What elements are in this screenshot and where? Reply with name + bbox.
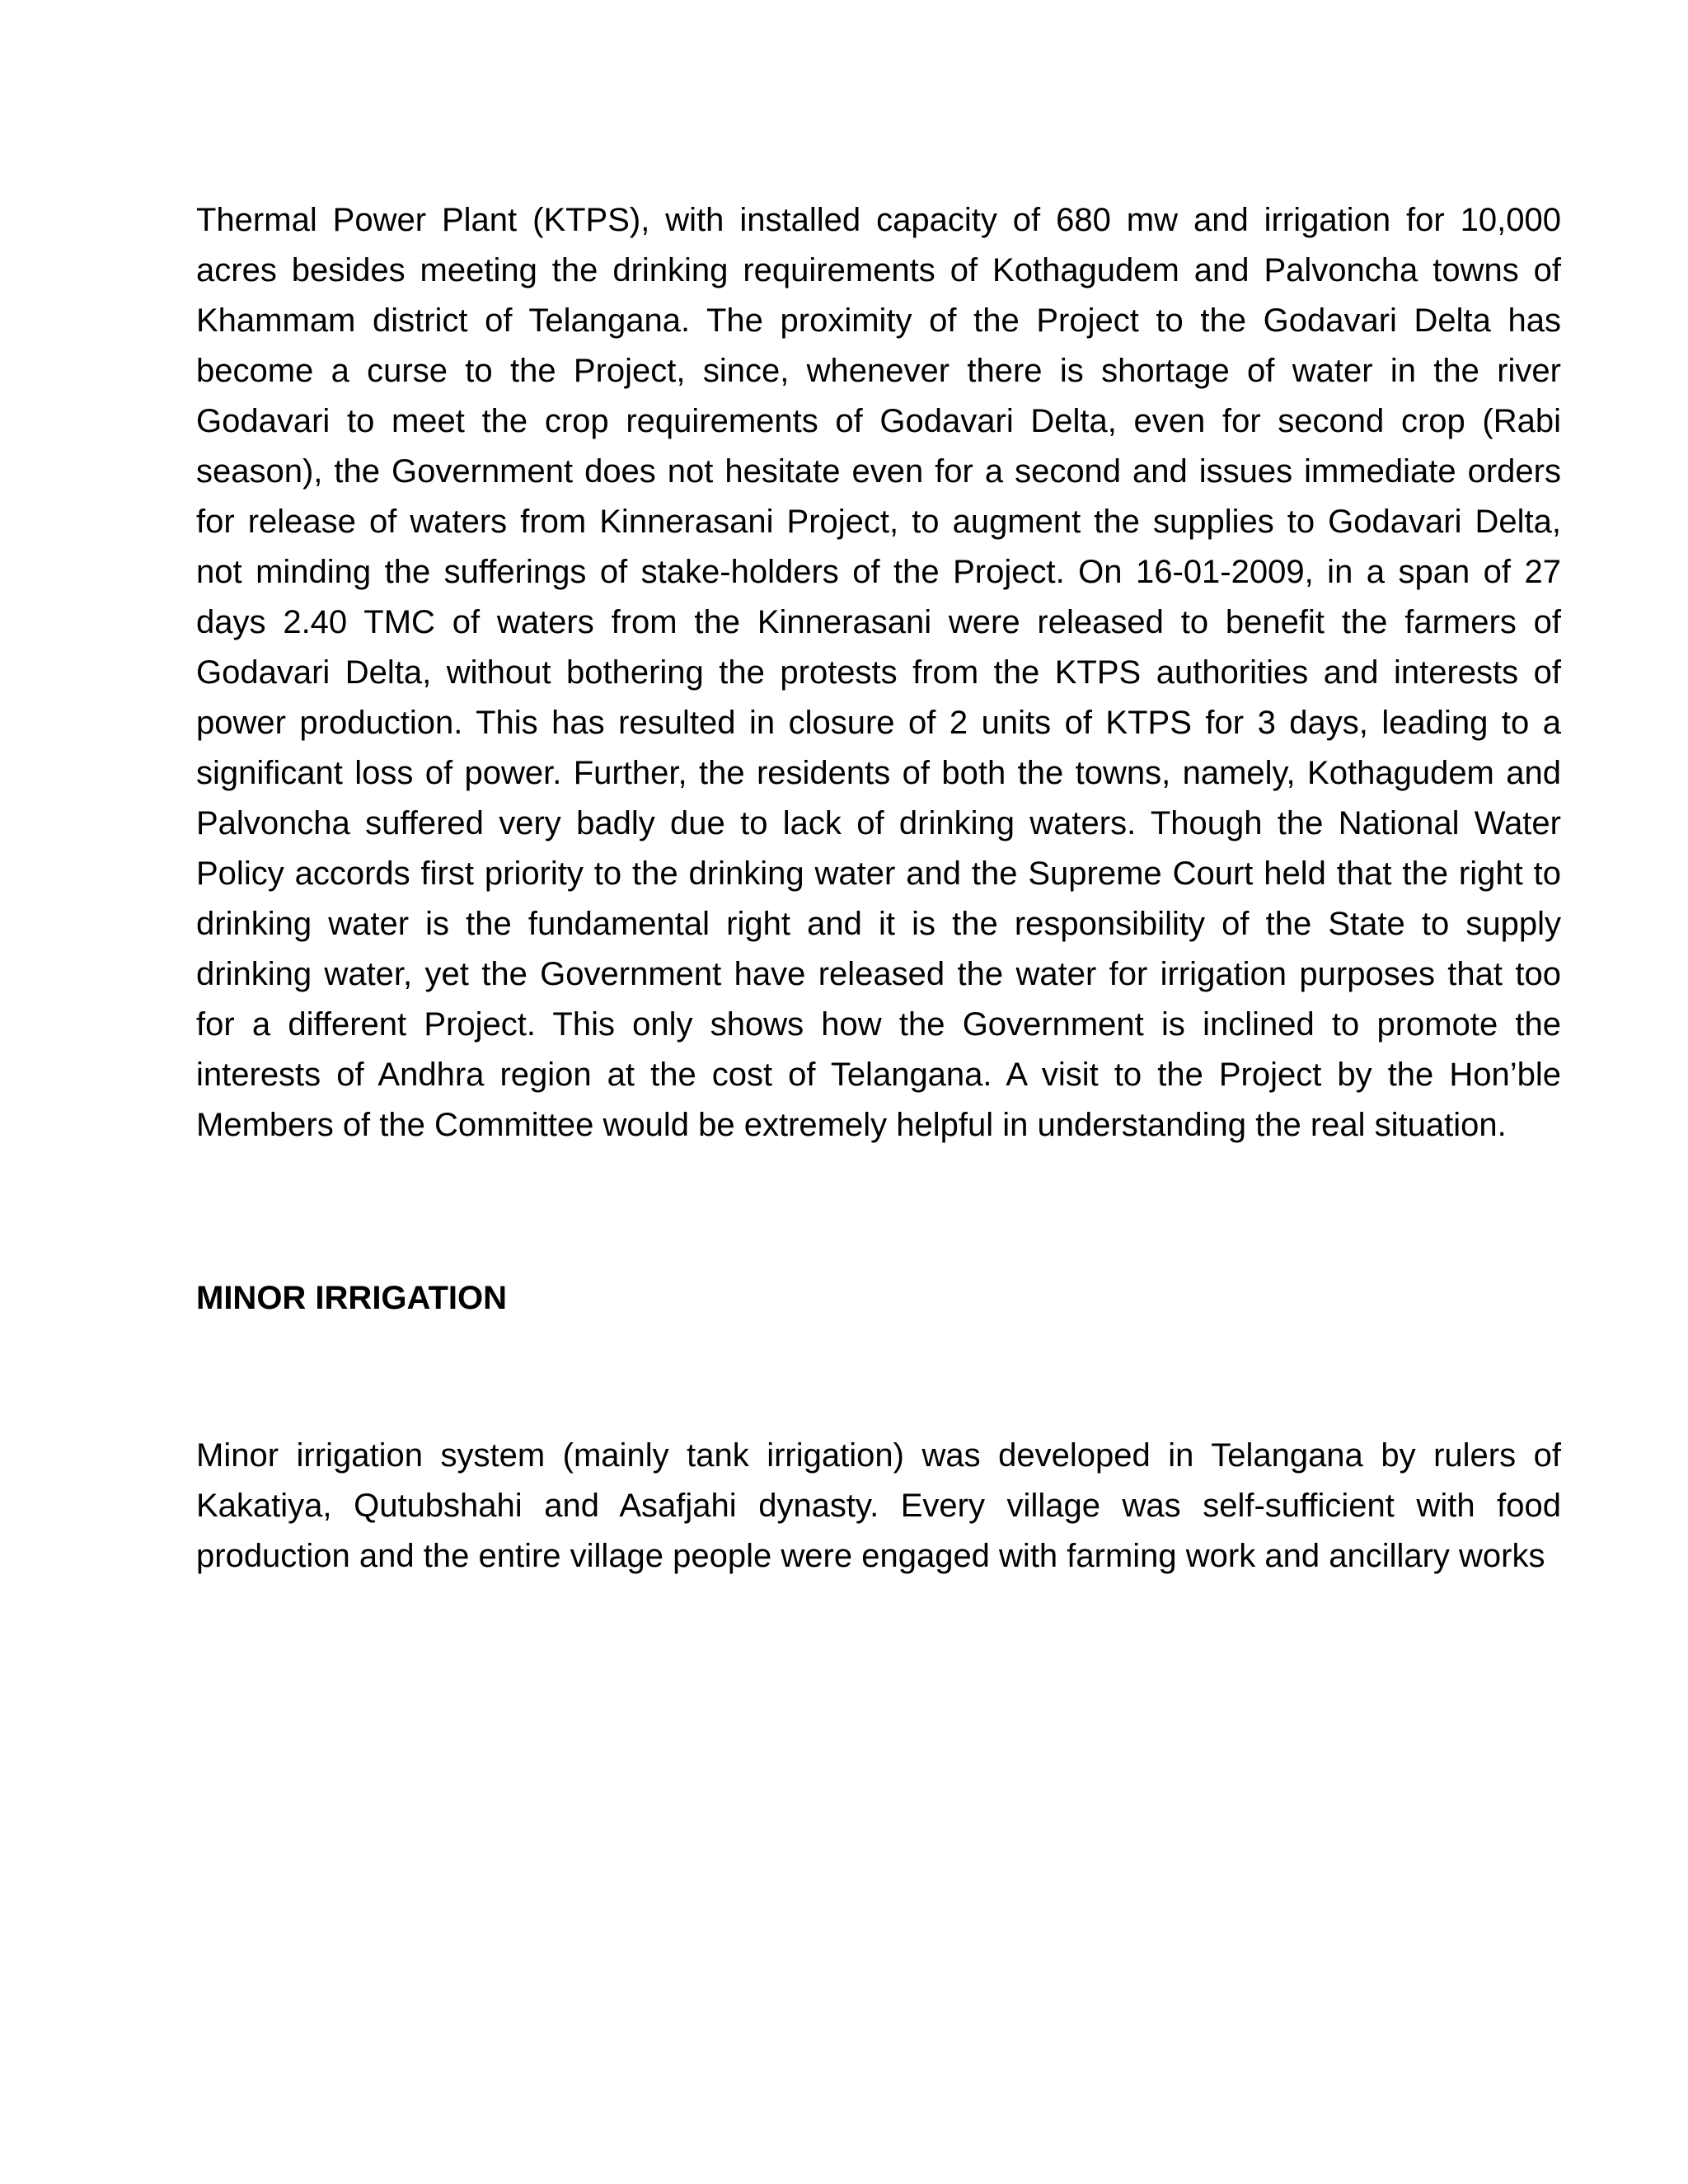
spacer <box>196 1151 1561 1273</box>
body-paragraph-minor-irrigation: Minor irrigation system (mainly tank irrigation) was developed in Telangana by rulers of Kakatiya, Qutubshahi and Asafjahi dynasty. Every village was self-sufficient with food production and the entire village people were engaged with farming work and ancillary works <box>196 1437 1561 1574</box>
page-content <box>196 195 1561 1582</box>
body-paragraph-ktps: Thermal Power Plant (KTPS), with installed capacity of 680 mw and irrigation for 10,000 acres besides meeting the drinking requirements of Kothagudem and Palvoncha towns of Khammam district of Telangana. The proximity of the Project to the Godavari Delta has become a curse to the Project, since, whenever there is shortage of water in the river Godavari to meet the crop requirements of Godavari Delta, even for second crop (Rabi season), the Government does not hesitate even for a second and issues immediate orders for release of waters from Kinnerasani Project, to augment the supplies to Godavari Delta, not minding the sufferings of stake-holders of the Project. On 16-01-2009, in a span of 27 days 2.40 TMC of waters from the Kinnerasani were released to benefit the farmers of Godavari Delta, without bothering the protests from the KTPS authorities and interests of power production. This has resulted in closure of 2 units of KTPS for 3 days, leading to a significant loss of power. Further, the residents of both the towns, namely, Kothagudem and Palvoncha suffered very badly due to lack of drinking waters. Though the National Water Policy accords first priority to the drinking water and the Supreme Court held that the right to drinking water is the fundamental right and it is the responsibility of the State to supply drinking water, yet the Government have released the water for irrigation purposes that too for a different Project. This only shows how the Government is inclined to promote the interests of Andhra region at the cost of Telangana. A visit to the Project by the Hon’ble Members of the Committee would be extremely helpful in understanding the real situation. <box>196 202 1561 1143</box>
spacer <box>196 1324 1561 1431</box>
section-heading-minor-irrigation: MINOR IRRIGATION <box>196 1280 508 1316</box>
